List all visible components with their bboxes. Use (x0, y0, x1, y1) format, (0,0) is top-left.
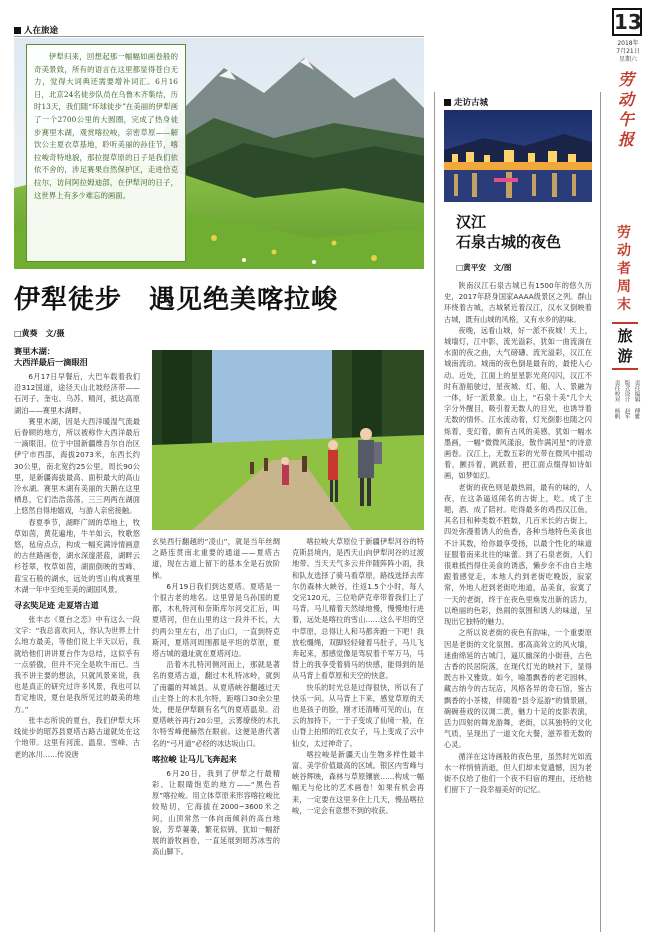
paragraph: 张丰志《夏台之恋》中有这么一段文字：“我总喜欢问人，你认为世界上什么地方最美，等他们说上半天以后，我就给他们讲讲夏台作为总结，这似乎有一点骄傲，但并不完全是吹牛而已。当我不讲主要的想法，只就风景来说，我也是真正的研究过许多风景，我也可以肯定地说，夏台是我所见过的最美的地方。” (14, 615, 140, 714)
paragraph: 之所以说老街的夜色有韵味，一个重要原因是老街的文化氛围。那高高耸立的风火墙，迷曲绵延的古城门，逼仄幽深的小街巷，古色古香的民居院落，在现代灯光的映衬下，显得既古朴又雅致。如今，喻墨飘香的老宅园林，藏古纳今的古玩店，风格各异的奇石馆，鉴古飘香的小茶楼，伴随着“县令巡游”的情景剧，碗碗巷戏的汉调二黄，魅力十足的皮影表演，活力四射的舞龙游舞，老街，以其独特的文化气质，呈现出了一道文化大餐，滋养着无数的心灵。 (444, 628, 592, 750)
paragraph: 6月19日我们到达夏塔。夏塔是一个很古老的地名。这里曾是乌孙国的夏都，木札特河和奈斯库尔河交汇后，叫夏塔河，但在山里的这一段并不长，大约两公里左右，出了山口，一直到特克斯河，夏塔河周围都是平坦的草原，夏塔古城的遗址就在夏塔河边。 (152, 581, 280, 659)
paragraph: 快乐的时光总是过得很快，所以有了快乐一问。从马背上下来，感觉草原的天也是孩子的脸，刚才还清晰可见的山，在云的加持下，一于子变成了仙境一般，在山脊上拍照的红衣女子，马上变成了云中仙女，太过神奇了。 (292, 682, 424, 748)
designer-credit: 版式设计 赵军 (623, 380, 630, 420)
side-divider (600, 92, 601, 932)
paragraph: 喀拉峻大草原位于新疆伊犁河谷的特克斯县境内，是西天山向伊犁河谷的过渡地带。当天天气多云并伴随阵阵小雨，我和队友选择了骑马看草原，路线选择去库尔仿森林大峡谷，往返1.5个小时，每人交完120元，三位哈萨克牵带着我们上了马背。马儿精着天然绿地慢，慢慢地行进着，远处是喀拉的雪山……这么平坦的空中草原，总得让人和马都奔跑一下吧！我放松缰绳，双脚轻轻碰着马肚子，马儿飞奔起来，那感觉像是驾驭着千军万马，马背上的我享受着骑马的快感，能得到的是从马背上看草原和天空的快意。 (292, 537, 424, 681)
editor-credit: 责任编辑 傅雅 (633, 380, 640, 420)
hikers-photo (152, 350, 424, 530)
right-title-line1: 汉江 (456, 213, 487, 231)
page-number: 13 (614, 10, 642, 34)
right-article-title (456, 212, 596, 252)
paragraph: 6月17日早餐后，大巴车载着我们沿312国道，途径天山北坡经济带——石河子、奎屯、乌苏、精河，抵达高原湖泊——赛里木湖畔。 (14, 372, 140, 415)
divider (14, 36, 424, 37)
proofreader-credit: 责任校对 杨帆 (613, 380, 620, 420)
paragraph: 赛里木湖，因是大西洋暖湿气流最后眷顾的地方，所以被称作大西洋最后一滴眼泪。位于中国新疆维吾尔自治区伊宁市西部，海拔2073米，东西长约30公里，南北宽约25公里，周长90公里，是新疆海拔最高、面积最大的高山冷水湖。赛里木湖有美丽的天鹅在这里栖息，它们浩浩荡荡，三三两两在湖面上悠然自得地嬉戏，与游人亲密接触。 (14, 416, 140, 516)
right-byline: □黄平安 文/图 (456, 263, 512, 272)
column-title: 劳动者周末 (617, 225, 631, 313)
article-byline: □黄葵 文/摄 (14, 329, 65, 338)
article-column-1 (14, 346, 140, 931)
section-tag-right: 走访古城 (444, 96, 488, 108)
article-column-3 (292, 536, 424, 931)
article-headline: 伊犁徒步 遇见绝美喀拉峻 (14, 285, 339, 315)
hikers-image (152, 350, 424, 530)
staff-credits (608, 380, 644, 460)
section-tag-left: 人在旅途 (14, 24, 58, 36)
column-tag: 旅游 (612, 322, 638, 370)
intro-text: 伊犁归来，回想起那一幅幅如画卷般的奇美景致，所有的语言在这里都显得苍白无力，觉得大词典还需要增补词汇。6月16日，北京24名徒步队员在乌鲁木齐集结，历时13天，我们随“环球徒步”在美丽的伊犁画了一个2700公里的大圆圈，完成了热身徒步赛里木湖，观赏喀拉峻，亲密草原——解饮公主夏衣草基地，聆听美丽的孙佳节，喀拉峻奇特地貌，那拉提草原的日子是我们依依不舍的，涉足赛果自然保护区，走进恰克拉尔，访问阿拉姆迪部，在伊犁河的日子，这世界上有多少难忘的画面。 (34, 52, 178, 200)
subheading-xiata: 寻玄奘足迹 走夏塔古道 (14, 600, 99, 611)
paragraph: 玄奘西行翻越的“凌山”，就是当年丝绸之路连贯南北重要的通道——夏塔古道，现在古道上留下的基本全是石放阶梯。 (152, 537, 280, 580)
issue-date (612, 40, 644, 64)
subheading-kalajun: 喀拉峻 让马儿飞奔起来 (152, 753, 237, 764)
paragraph: 夜晚，远看山城，好一派不夜城！天上，城墙灯，江中影，流光溢彩，犹如一曲流淌在水面的夜之曲，大气磅礴、流光溢彩，汉江在城南流动。城南的夜色倒是最有的，最使人心动。近处，江面上的星星影光亮闪闪，汉江不时有游船驶过，星夜城、灯、船、人、景融为一体，好一派景象。山上，“石泉十美”几个大字分外醒目，吸引着无数人的目光，也诱导着无数的情怀。江水流动着，灯光倒影也随之闪烁着，变幻着，颇有古风的美感，犹如一幅水墨画，一幅“微微风漾浪，散作满河星”的诗意画卷。汉江上，无数五彩的光带在微风中摇动着，颤抖着，跳跃着，把江面点缀得如诗如画，如梦如幻。 (444, 325, 592, 481)
subheading-sayram-2: 大西洋最后一滴眼泪 (14, 357, 88, 367)
paragraph: 陕南汉江石泉古城已有1500年的悠久历史，2017年跻身国家AAAA级景区之列。群山环绕着古城，古城紧近着汉江，汉水又倒映着古城，既有山城的风格，又有水乡的韵味。 (444, 281, 592, 324)
masthead-logo: 劳动午报 (618, 70, 635, 149)
paragraph: 沿着木扎特河侧河而上，那就是著名的夏塔古道，翻过木札特冰岭，就到了南疆的拜城县。从夏塔峡谷翻越过天山主脊上的木扎尔特，距喀口30余公里处，便是伊犁额有名气的夏塔温泉。沿夏塔峡谷再行20公里，云雾缭绕的木扎尔特雪峰便赫然在眼前。这便是唐代著名的“弓月道”必经的冰达坂山口。 (152, 660, 280, 748)
intro-box (26, 44, 186, 262)
night-city-image (444, 110, 592, 202)
right-title-line2: 石泉古城的夜色 (456, 233, 562, 251)
paragraph: 张丰志所说的夏台，我们伊犁大环线徒步的昭苏县夏塔古路古道就处在这个地带。这里有河流、温泉、雪峰、古老的冰川……传说唐 (14, 715, 140, 759)
night-city-photo (444, 110, 592, 202)
paragraph: 老街的夜色则是最热闹，最有的味的，人夜，在这条逼返闹名的古街上，吃、成了主题，酒、成了陪衬。吃得最多的鸡西汉江鱼，其名目和种类数不胜数，几百米长的古街上，四处弥漫着诱人的鱼香，各种当地特色美食也不计其数，给你最享受扬，以最个性化的味道征服着南来北往的味蕾。到了石泉老街，人们很难抵挡得住美食的诱惑，懒步余不由自主地跟着感觉走，本地人约到老街吃晚饭，寂家常，外地人赶到老街吃地道，品美食，寂寞了一天的老街，终于在夜色里焕发出新的活力，以绝丽的色彩，热闹的氛围和诱人的味道，呈现出它独特的魅力。 (444, 482, 592, 627)
subheading-sayram-1: 赛里木湖： (14, 346, 55, 356)
paragraph: 喀拉峻是新疆天山生物多样性最丰富、美学价值最高的区域。银区内雪峰与峡谷辉映，森林与草原镶嵌……构成一幅幅无与伦比的艺术画卷！如果有机会再来，一定要在这里多住上几天，慢品喀拉峻，一定会有意想不到的收获。 (292, 749, 424, 815)
paragraph: 春夏季节，湖畔广阔的草地上，牧草如茵，黄花遍地，牛羊如云，牧歌悠悠，毡房点点，构成一幅充满诗情画意的古丝路画卷，湖水深邃湛蓝，湖畔云杉苍翠，牧草如茵，湖面倒映的雪峰、蓝宝石般的湖水，远处的雪山构成赛里木湖一年中至纯至美的湖国风景。 (14, 517, 140, 594)
paragraph: 6月20日，我到了伊犁之行最精彩、让眼睛饱览的地方——“黑色苔原”喀拉峻。用立体草原来形容喀拉峻比较贴切，它海拔在2000~3600米之间，山顶常然一体向南倾斜的高台地貌，芳草萋萋，繁花似锦，犹如一幅舒展的游牧画卷，一直延展到昭苏冰雪的高山脚下。 (152, 768, 280, 857)
paragraph: 循洋在这诗画般的夜色里，虽然时光如流水一样悄悄消逝，但人们却未觉遗憾，因为老街不仅给了他们一个夜不归宿的理由，还给他们留下了一段幸福美好的记忆。 (444, 751, 592, 795)
weekday: 星期六 (618, 56, 637, 63)
date-year: 2018年 (617, 40, 639, 47)
right-article-body (444, 280, 592, 930)
column-divider (434, 92, 435, 932)
article-column-2 (152, 536, 280, 931)
date-day: 7月21日 (616, 48, 640, 55)
